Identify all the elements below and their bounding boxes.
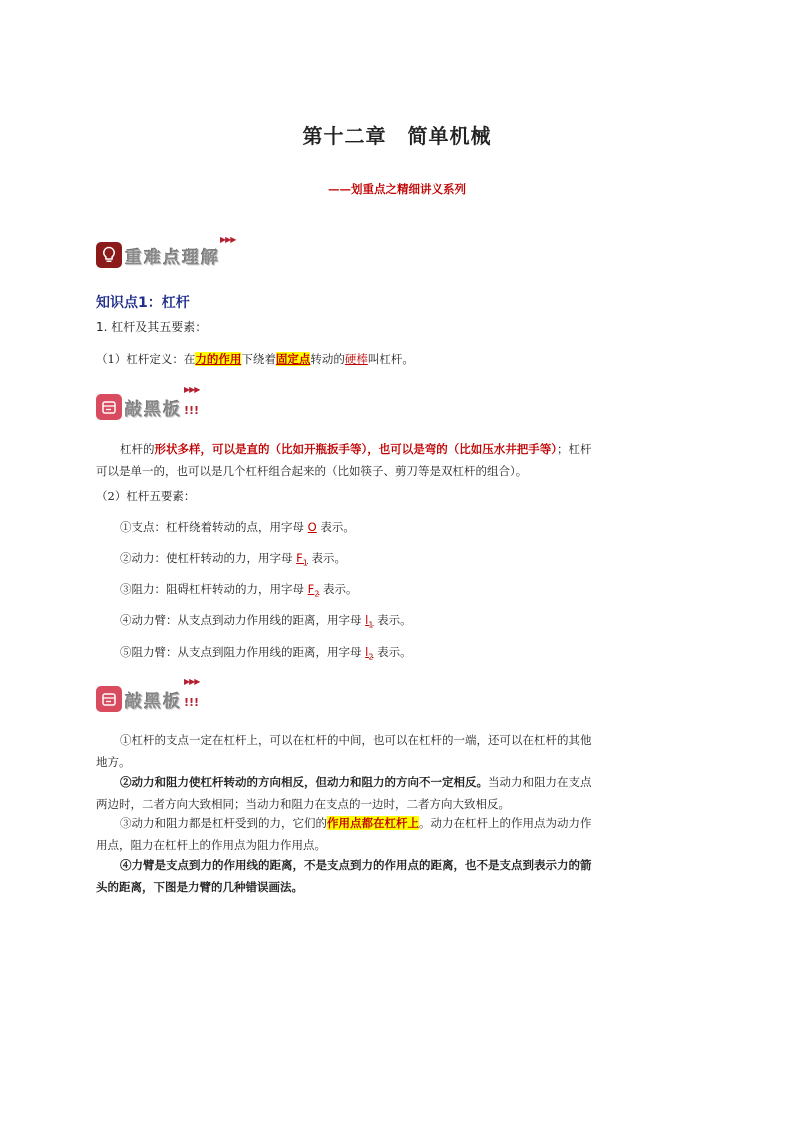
note-text: ④力臂是支点到力的作用线的距离，不是支点到力的作用点的距离，也不是支点到表示力的箭 [120,858,592,872]
definition-text: 叫杠杆。 [367,352,414,366]
calendar-icon [96,394,122,420]
elements-heading: （2）杠杆五要素： [96,489,196,503]
attention-label: 敲黑板 [125,691,182,712]
element-text: ③阻力：阻碍杠杆转动的力，用字母 [120,582,304,596]
note-emphasis: ②动力和阻力使杠杆转动的方向相反，但动力和阻力的方向不一定相反。 [120,775,488,789]
element-symbol: $l_2$ [365,645,374,662]
application-point-note [96,812,682,856]
attention-banner [96,385,200,422]
triple-arrow-icon: ▶▶▶ [184,385,200,394]
note-text: 杠杆的 [120,442,155,456]
element-symbol: $l_1$ [365,613,374,630]
fulcrum-note [96,729,682,773]
calendar-icon [96,686,122,712]
element-end: 表示。 [323,582,358,596]
note-text: 。动力在杠杆上的作用点为动力作 [419,816,592,830]
element-end: 表示。 [320,520,355,534]
definition-text: （1）杠杆定义：在 [96,352,196,366]
lightbulb-icon [96,242,122,268]
page-title: 第十二章 简单机械 [302,124,492,148]
element-symbol: O [307,520,317,534]
triple-arrow-icon: ▶▶▶ [184,677,200,686]
page-subtitle: ——划重点之精细讲义系列 [328,182,466,196]
element-end: 表示。 [311,551,347,565]
lever-definition [96,348,414,370]
note-text: 两边时，二者方向大致相同；当动力和阻力在支点的一边时，二者方向大致相反。 [96,797,510,811]
definition-keyword: 硬棒 [344,352,368,366]
lever-arm-note [96,854,682,898]
section-heading: 知识点1：杠杆 [96,295,190,311]
key-points-label: 重难点理解 [125,247,220,268]
note-emphasis: 形状多样，可以是直的（比如开瓶扳手等），也可以是弯的（比如压水井把手等） [154,442,557,456]
element-resistance-arm [120,641,412,668]
element-fulcrum [120,516,355,538]
note-text: 头的距离，下图是力臂的几种错误画法。 [96,880,303,894]
definition-highlight: 力的作用 [195,352,242,366]
element-text: ①支点：杠杆绕着转动的点，用字母 [120,520,304,534]
element-text: ④动力臂：从支点到动力作用线的距离，用字母 [120,613,362,627]
element-resistance [120,578,358,605]
note-text: 地方。 [96,755,131,769]
definition-highlight: 固定点 [275,352,311,366]
element-symbol: $F_1$ [296,551,308,568]
attention-exclaim: !!! [184,695,200,709]
attention-label: 敲黑板 [125,399,182,420]
element-end: 表示。 [377,613,412,627]
key-points-banner [96,235,236,270]
note-text: ①杠杆的支点一定在杠杆上，可以在杠杆的中间，也可以在杠杆的一端，还可以在杠杆的其他 [120,733,592,747]
definition-text: 转动的 [310,352,345,366]
item-heading: 1. 杠杆及其五要素： [96,320,208,334]
direction-note [96,771,682,815]
element-effort-arm [120,609,412,636]
note-text: ；杠杆 [557,442,592,456]
lever-shape-note [96,438,682,482]
definition-text: 下绕着 [241,352,276,366]
element-text: ②动力：使杠杆转动的力，用字母 [120,551,293,565]
element-text: ⑤阻力臂：从支点到阻力作用线的距离，用字母 [120,645,362,659]
note-highlight: 作用点都在杠杆上 [327,816,419,830]
attention-exclaim: !!! [184,403,200,417]
attention-banner-2 [96,677,200,714]
element-effort [120,547,346,574]
element-symbol: $F_2$ [307,582,320,599]
note-text: 用点，阻力在杠杆上的作用点为阻力作用点。 [96,838,326,852]
element-end: 表示。 [377,645,412,659]
note-text: 当动力和阻力在支点 [488,775,592,789]
note-text: 可以是单一的，也可以是几个杠杆组合起来的（比如筷子、剪刀等是双杠杆的组合）。 [96,464,528,478]
note-text: ③动力和阻力都是杠杆受到的力，它们的 [120,816,327,830]
triple-arrow-icon: ▶▶▶ [220,235,236,244]
